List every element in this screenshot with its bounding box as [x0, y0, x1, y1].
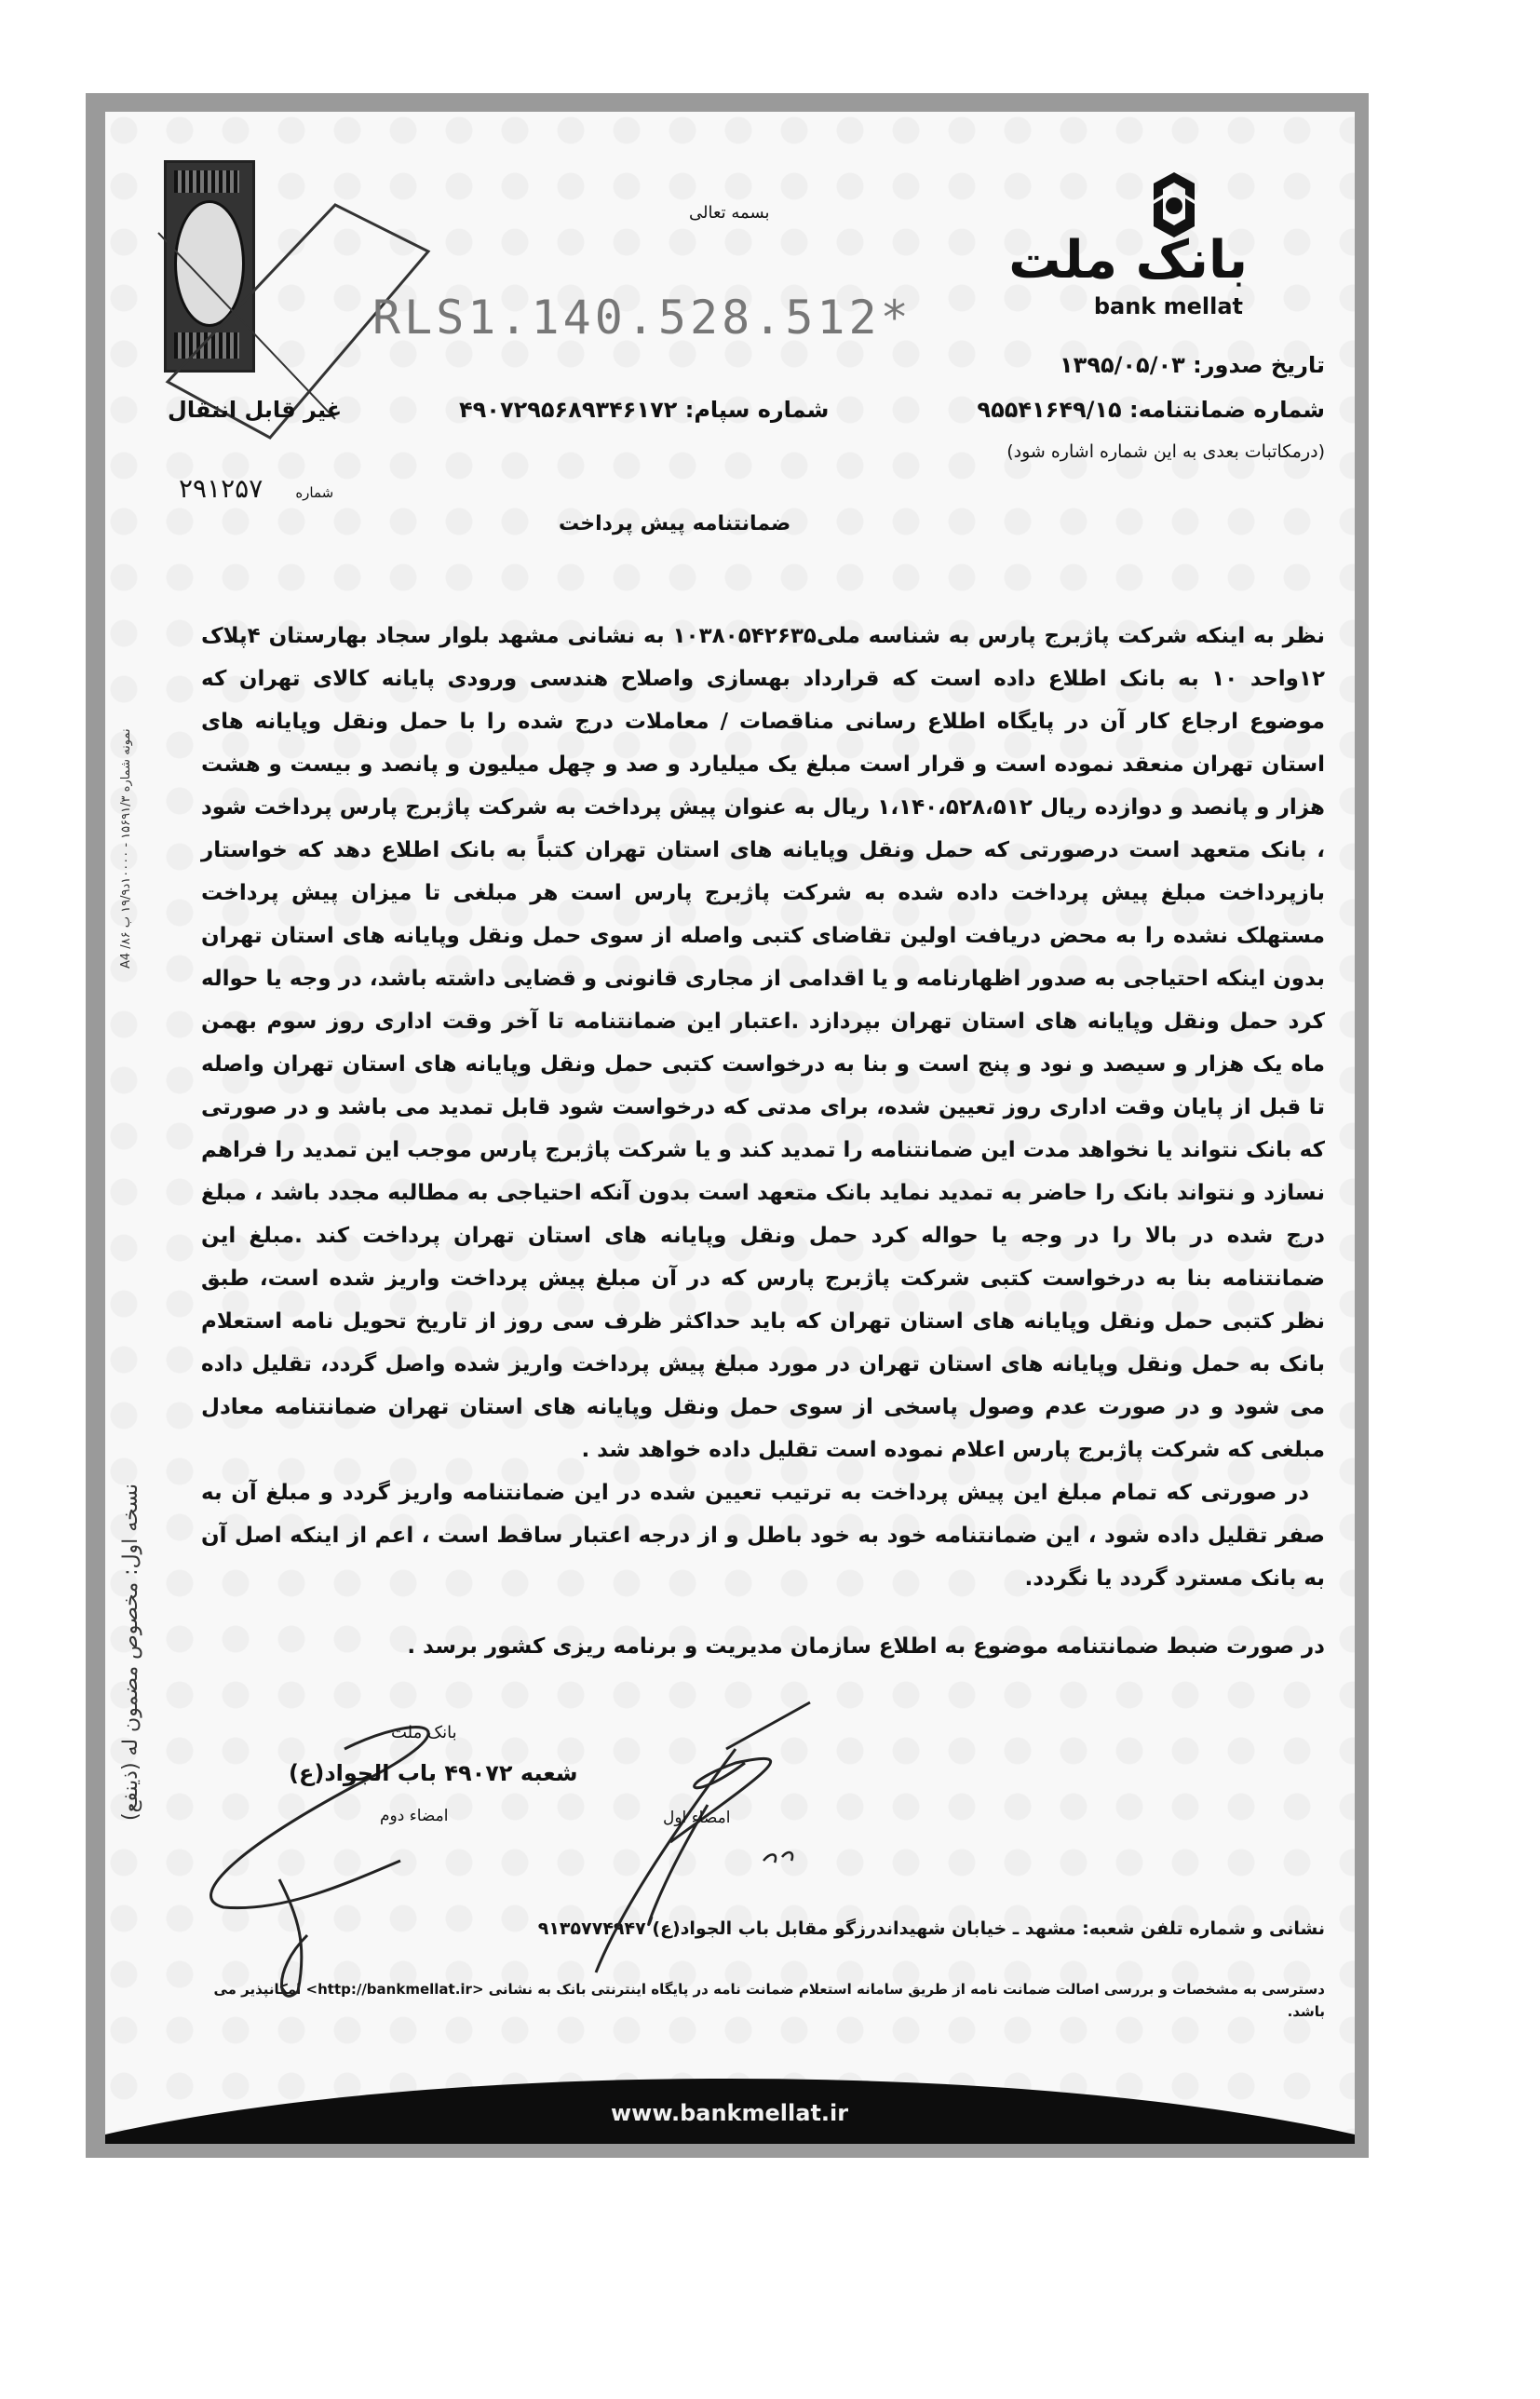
printed-amount: RLS1.140.528.512*	[372, 291, 912, 345]
body-line: حواله کرد حمل ونقل وپایانه های استان تهران بپردازد .اعتبار این ضمانتنامه تا آخر وقت اداری روز سوم بهمن ماه یک هزار و سیصد و	[201, 967, 1325, 1077]
body-line: در صورتی که تمام مبلغ این پیش پرداخت به ترتیب تعیین شده در این ضمانتنامه واریز گردد و مبلغ آن به صفر تقلیل داده شود ، این	[201, 1481, 1326, 1548]
document-border	[86, 93, 1369, 2158]
copy-designation-note: نسخه اول: مخصوص مضمون له (ذینفع)	[119, 1483, 142, 1821]
body-line: مدتی که درخواست شود قابل تمدید می باشد و در صورتی که بانک نتواند یا نخواهد مدت این ضمانتنامه را تمدید کند و یا شرکت	[201, 1095, 1325, 1162]
body-line: معاملات درج شده را با حمل ونقل وپایانه های استان تهران منعقد نموده است و قرار است مبلغ یک میلیارد و صد و چهل میلیون و پانصد و	[201, 710, 1325, 777]
body-line: تهران که باید حداکثر ظرف سی روز از تاریخ تحویل نامه استعلام بانک به حمل ونقل وپایانه های استان تهران در مورد مبلغ پیش	[201, 1309, 1325, 1376]
body-line: درخواست کتبی شرکت پاژبرج پارس که در آن مبلغ پیش پرداخت واریز شده است، طبق نظر کتبی حمل ونقل وپایانه های استان	[201, 1267, 1325, 1334]
verification-note: دسترسی به مشخصات و بررسی اصالت ضمانت نامه از طریق سامانه استعلام ضمانت نامه در پایگاه اینترنتی بانک به نشانی <http://bankmellat.ir> امکانپذیر می باشد.	[213, 1981, 1325, 2020]
bank-name-fa: بانک ملت	[1008, 230, 1248, 291]
website-link[interactable]: www.bankmellat.ir	[611, 2100, 849, 2126]
serial-label: شماره	[295, 484, 334, 501]
document-title: ضمانتنامه پیش پرداخت	[559, 512, 791, 535]
body-line: پاژبرج پارس موجب این تمدید را فراهم نسازد و نتواند بانک را حاضر به تمدید نماید بانک متعهد است بدون آنکه احتیاجی به مطالبه	[201, 1138, 1325, 1205]
issue-date-label: تاریخ صدور:	[1193, 352, 1325, 378]
sepam-number-value: ۴۹۰۷۲۹۵۶۸۹۳۴۶۱۷۲	[459, 397, 678, 423]
correspondence-note: (درمکاتبات بعدی به این شماره اشاره شود)	[1006, 441, 1325, 462]
guarantee-body-paragraph-1	[201, 615, 1325, 1471]
branch-address: نشانی و شماره تلفن شعبه: مشهد ـ خیابان شهیداندرزگو مقابل باب الجواد(ع) ۹۱۳۵۷۷۴۹۴۷	[537, 1918, 1325, 1939]
body-line: اطلاع داده است که قرارداد بهسازی واصلاح هندسی ورودی پایانه کالای تهران که موضوع ارجاع کار آن در پایگاه اطلاع رسانی مناقصات /	[201, 667, 1325, 734]
body-line: نظر به اینکه شرکت پاژبرج پارس به شناسه ملی۱۰۳۸۰۵۴۲۶۳۵ به نشانی مشهد بلوار سجاد بهارستان ۴پلاک ۱۲واحد ۱۰ به بانک	[201, 624, 1325, 691]
bank-mellat-emblem-icon	[1148, 172, 1200, 237]
bank-logo	[1008, 172, 1252, 321]
document-paper	[105, 112, 1355, 2144]
guarantee-number-label: شماره ضمانتنامه:	[1129, 397, 1325, 423]
invocation: بسمه تعالی	[689, 203, 770, 223]
footer-band	[105, 2051, 1355, 2144]
body-line: ضمانتنامه خود به خود باطل و از درجه اعتبار ساقط است ، اعم از اینکه اصل آن به بانک مسترد گردد یا نگردد.	[201, 1524, 1325, 1591]
body-line: است درصورتی که حمل ونقل وپایانه های استان تهران کتباً به بانک اطلاع دهد که خواستار بازپرداخت مبلغ پیش پرداخت داده شده به	[201, 838, 1325, 905]
serial-number: ۲۹۱۲۵۷	[179, 473, 263, 504]
guarantee-number-row	[977, 397, 1325, 423]
first-signature-label: امضاء اول	[663, 1809, 731, 1827]
body-line: مجدد باشد ، مبلغ درج شده در بالا را در وجه یا حواله کرد حمل ونقل وپایانه های استان تهران پرداخت کند .مبلغ این ضمانتنامه بنا به	[201, 1181, 1325, 1291]
branch-name: شعبه ۴۹۰۷۲ باب الجواد(ع)	[289, 1760, 578, 1786]
body-line: ضمانتنامه معادل مبلغی که شرکت پاژبرج پارس اعلام نموده است تقلیل داده خواهد شد .	[201, 1395, 1325, 1462]
body-line: نود و پنج است و بنا به درخواست کتبی حمل ونقل وپایانه های استان تهران واصله تا قبل از پایان وقت اداری روز تعیین شده، برای	[201, 1052, 1325, 1119]
signature-block	[201, 1712, 1325, 1907]
body-line: ونقل وپایانه های استان تهران بدون اینکه احتیاجی به صدور اظهارنامه و یا اقدامی از مجاری قانونی و قضایی داشته باشد، در وجه یا	[201, 924, 1325, 991]
non-transferable-label: غیر قابل انتقال	[168, 397, 343, 423]
issue-date-value: ۱۳۹۵/۰۵/۰۳	[1060, 352, 1185, 378]
forfeiture-note: در صورت ضبط ضمانتنامه موضوع به اطلاع سازمان مدیریت و برنامه ریزی کشور برسد .	[407, 1634, 1325, 1659]
second-signature-label: امضاء دوم	[380, 1807, 449, 1825]
footer	[105, 2051, 1355, 2144]
issue-date-row	[1060, 352, 1325, 378]
form-code-note: نمونه شماره ۱۵۶۹۱/۳ - ۱۰۰۰۰د۱۹/۹ ب ۸۶/ A4	[119, 728, 133, 969]
serial-number-row	[179, 473, 333, 504]
bank-name-en: bank mellat	[1093, 293, 1243, 319]
body-line: پرداخت واریز شده واصل گردد، تقلیل داده می شود و در صورت عدم وصول پاسخی از سوی حمل ونقل وپایانه های استان تهران	[201, 1352, 1325, 1419]
signature-bank-label: بانک ملت	[391, 1723, 457, 1742]
body-line: بیست و هشت هزار و پانصد و دوازده ریال ۱،۱۴۰،۵۲۸،۵۱۲ ریال به عنوان پیش پرداخت به شرکت پاژبرج پارس پرداخت شود ، بانک متعهد	[201, 752, 1325, 862]
guarantee-number-value: ۹۵۵۴۱۶۴۹/۱۵	[977, 397, 1122, 423]
guarantee-body-paragraph-2	[201, 1471, 1325, 1600]
sepam-number-row	[459, 397, 829, 423]
body-line: شرکت پاژبرج پارس است هر مبلغی تا میزان پیش پرداخت مستهلک نشده را به محض دریافت اولین تقاضای کتبی واصله از سوی حمل	[201, 881, 1325, 948]
sepam-number-label: شماره سپام:	[684, 397, 830, 423]
